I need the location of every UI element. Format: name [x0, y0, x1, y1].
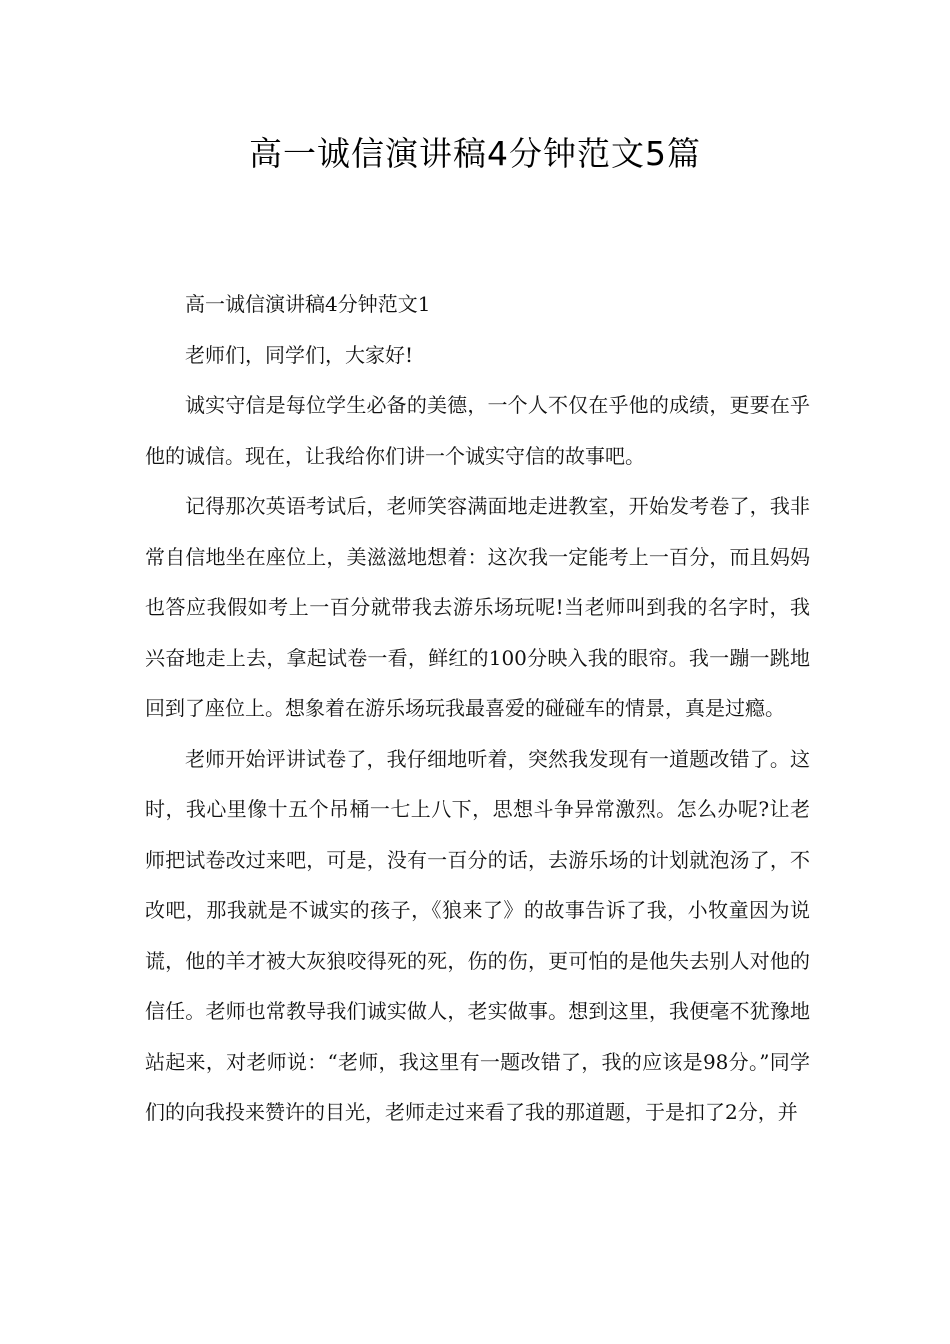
document-title: 高一诚信演讲稿4分钟范文5篇: [249, 134, 701, 173]
body-paragraph: 诚实守信是每位学生必备的美德，一个人不仅在乎他的成绩，更要在乎他的诚信。现在，让我给你们讲一个诚实守信的故事吧。: [145, 393, 810, 468]
greeting-line: 老师们，同学们，大家好!: [185, 342, 414, 367]
body-paragraph: 老师开始评讲试卷了，我仔细地听着，突然我发现有一道题改错了。这时，我心里像十五个吊桶一七上八下，思想斗争异常激烈。怎么办呢?让老师把试卷改过来吧，可是，没有一百分的话，去游乐场的计划就泡汤了，不改吧，那我就是不诚实的孩子，《狼来了》的故事告诉了我，小牧童因为说谎，他的羊才被大灰狼咬得死的死，伤的伤，更可怕的是他失去别人对他的信任。老师也常教导我们诚实做人，老实做事。想到这里，我便毫不犹豫地站起来，对老师说：“老师，我这里有一题改错了，我的应该是98分。”同学们的向我投来赞许的目光，老师走过来看了我的那道题，于是扣了2分，并: [145, 746, 810, 1124]
body-paragraph: 记得那次英语考试后，老师笑容满面地走进教室，开始发考卷了，我非常自信地坐在座位上，美滋滋地想着：这次我一定能考上一百分，而且妈妈也答应我假如考上一百分就带我去游乐场玩呢!当老师叫到我的名字时，我兴奋地走上去，拿起试卷一看，鲜红的100分映入我的眼帘。我一蹦一跳地回到了座位上。想象着在游乐场玩我最喜爱的碰碰车的情景，真是过瘾。: [145, 494, 810, 720]
section-heading: 高一诚信演讲稿4分钟范文1: [185, 292, 431, 316]
document-body: [145, 279, 810, 1138]
